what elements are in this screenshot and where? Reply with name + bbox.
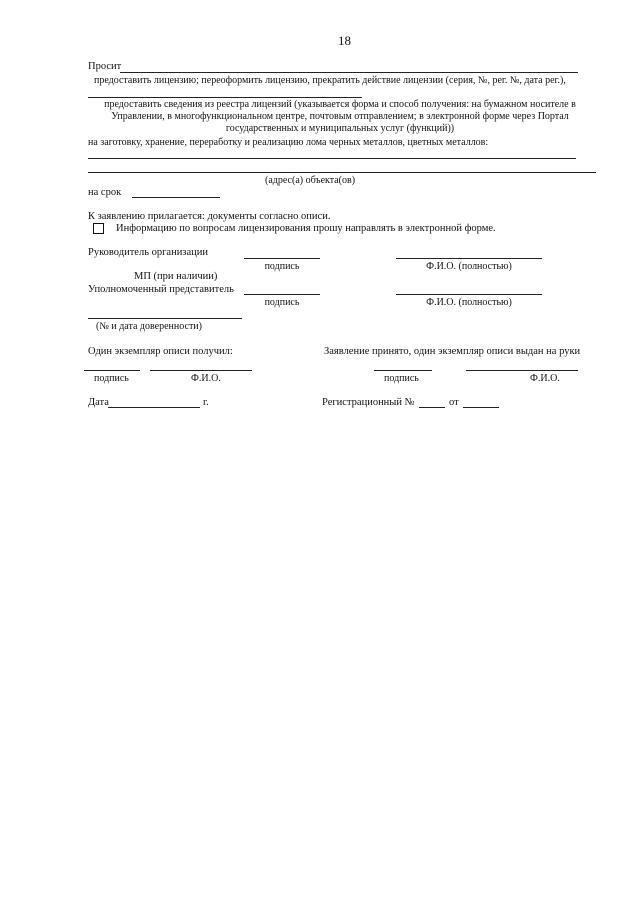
power-of-attorney-hint: (№ и дата доверенности) <box>96 321 202 332</box>
head-signature-line[interactable] <box>244 258 320 259</box>
receipt-left-label: Один экземпляр описи получил: <box>88 346 233 357</box>
power-of-attorney-line[interactable] <box>88 318 242 319</box>
receipt-right-signature-hint: подпись <box>384 373 419 384</box>
rep-signature-hint: подпись <box>264 297 300 308</box>
registry-hint-3: государственных и муниципальных услуг (функций)) <box>225 123 455 134</box>
rep-fio-line[interactable] <box>396 294 542 295</box>
reg-from-label: от <box>449 397 459 408</box>
head-fio-hint: Ф.И.О. (полностью) <box>426 261 512 272</box>
receipt-left-fio-hint: Ф.И.О. <box>191 373 221 384</box>
head-signature-hint: подпись <box>264 261 300 272</box>
activity-text: на заготовку, хранение, переработку и реализацию лома черных металлов, цветных металлов: <box>88 137 489 148</box>
receipt-right-fio-line[interactable] <box>466 370 578 371</box>
registry-hint-1: предоставить сведения из реестра лицензий (указывается форма и способ получения: на бумажном носителе в <box>104 99 576 110</box>
receipt-right-signature-line[interactable] <box>374 370 432 371</box>
receipt-left-fio-line[interactable] <box>150 370 252 371</box>
year-suffix: г. <box>203 397 209 408</box>
stamp-hint: МП (при наличии) <box>134 271 218 282</box>
head-fio-line[interactable] <box>396 258 542 259</box>
registry-hint-2: Управлении, в многофункциональном центре, почтовым отправлением; в электронной форме через Портал <box>111 111 569 122</box>
rep-signature-line[interactable] <box>244 294 320 295</box>
address-line-2[interactable] <box>88 172 596 173</box>
date-label: Дата <box>88 397 109 408</box>
electronic-form-label: Информацию по вопросам лицензирования прошу направлять в электронной форме. <box>116 223 496 234</box>
attachment-text: К заявлению прилагается: документы согласно описи. <box>88 211 331 222</box>
reg-date-line[interactable] <box>463 407 499 408</box>
request-label: Просит <box>88 61 122 72</box>
receipt-right-label: Заявление принято, один экземпляр описи выдан на руки <box>324 346 581 357</box>
electronic-form-checkbox[interactable] <box>93 223 104 234</box>
address-line-1[interactable] <box>88 158 576 159</box>
reg-number-label: Регистрационный № <box>322 397 415 408</box>
receipt-left-signature-hint: подпись <box>94 373 129 384</box>
receipt-right-fio-hint: Ф.И.О. <box>530 373 560 384</box>
reg-number-line[interactable] <box>419 407 445 408</box>
registry-line[interactable] <box>88 97 362 98</box>
representative-label: Уполномоченный представитель <box>88 284 234 295</box>
date-line[interactable] <box>108 407 200 408</box>
rep-fio-hint: Ф.И.О. (полностью) <box>426 297 512 308</box>
request-hint: предоставить лицензию; переоформить лицензию, прекратить действие лицензии (серия, №, рег. №, дата рег.), <box>94 75 566 86</box>
request-line[interactable] <box>120 72 578 73</box>
receipt-left-signature-line[interactable] <box>84 370 140 371</box>
term-line[interactable] <box>132 197 220 198</box>
head-label: Руководитель организации <box>88 247 208 258</box>
page-number: 18 <box>338 33 351 48</box>
address-hint: (адрес(а) объекта(ов) <box>265 175 356 186</box>
term-label: на срок <box>88 187 122 198</box>
